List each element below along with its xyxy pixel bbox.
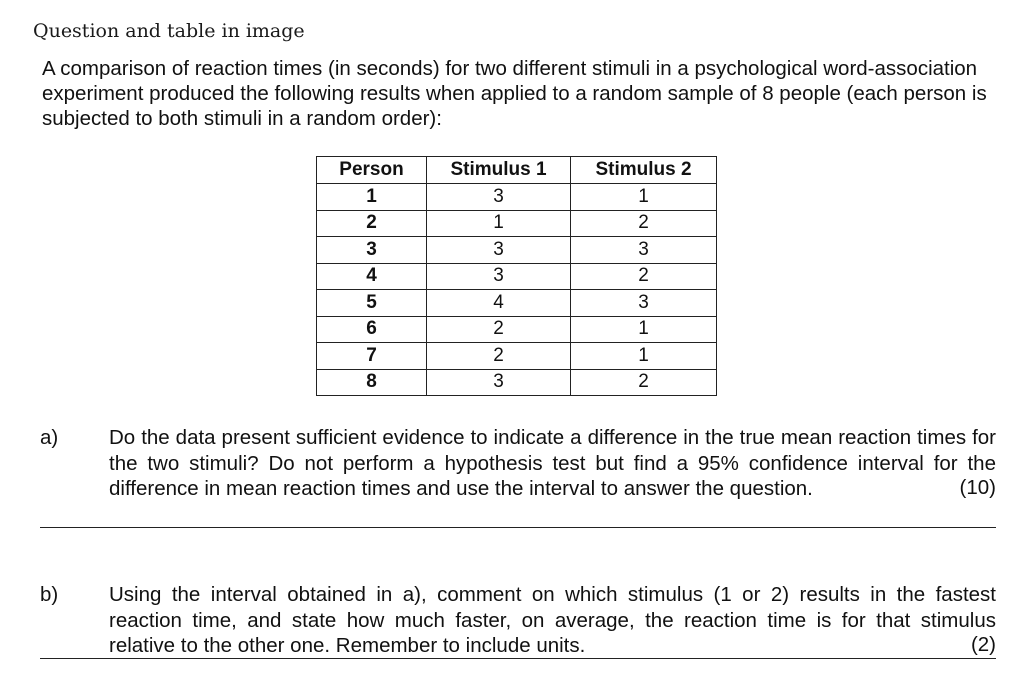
- stimulus-1-cell: 3: [427, 369, 571, 396]
- person-cell: 6: [317, 316, 427, 343]
- stimulus-1-cell: 3: [427, 263, 571, 290]
- question-intro: A comparison of reaction times (in seconds) for two different stimuli in a psychological word-association experiment produced the following results when applied to a random sample of 8 people (each person is subjected to both stimuli in a random order):: [42, 57, 987, 130]
- person-cell: 4: [317, 263, 427, 290]
- table-row: [317, 316, 717, 343]
- table-row: [317, 237, 717, 264]
- stimulus-2-cell: 3: [571, 237, 717, 264]
- page-heading: Question and table in image: [33, 20, 305, 42]
- stimulus-2-cell: 2: [571, 210, 717, 237]
- person-cell: 1: [317, 184, 427, 211]
- stimulus-1-cell: 2: [427, 343, 571, 370]
- reaction-times-table: [316, 156, 717, 396]
- table-row: [317, 184, 717, 211]
- stimulus-1-cell: 1: [427, 210, 571, 237]
- person-cell: 8: [317, 369, 427, 396]
- table-row: [317, 290, 717, 317]
- stimulus-2-cell: 2: [571, 369, 717, 396]
- stimulus-2-cell: 3: [571, 290, 717, 317]
- table-row: [317, 369, 717, 396]
- question-a-marks: (10): [959, 475, 996, 499]
- question-b-label: b): [40, 583, 59, 606]
- header-person: Person: [317, 157, 427, 184]
- person-cell: 7: [317, 343, 427, 370]
- question-b-divider: [40, 658, 996, 659]
- stimulus-1-cell: 3: [427, 184, 571, 211]
- stimulus-2-cell: 1: [571, 316, 717, 343]
- question-a-divider: [40, 527, 996, 528]
- question-b-text: Using the interval obtained in a), comment on which stimulus (1 or 2) results in the fastest reaction time, and state how much faster, on average, the reaction time is for that stimulus relative to the other one. Remember to include units.: [109, 583, 996, 657]
- header-stimulus-1: Stimulus 1: [427, 157, 571, 184]
- header-stimulus-2: Stimulus 2: [571, 157, 717, 184]
- stimulus-1-cell: 3: [427, 237, 571, 264]
- stimulus-1-cell: 2: [427, 316, 571, 343]
- stimulus-2-cell: 2: [571, 263, 717, 290]
- question-a: [40, 425, 996, 502]
- table-row: [317, 263, 717, 290]
- person-cell: 5: [317, 290, 427, 317]
- person-cell: 3: [317, 237, 427, 264]
- question-a-text: Do the data present sufficient evidence to indicate a difference in the true mean reaction times for the two stimuli? Do not perform a hypothesis test but find a 95% confidence interval for the difference in mean reaction times and use the interval to answer the question.: [109, 426, 996, 500]
- stimulus-1-cell: 4: [427, 290, 571, 317]
- question-b-marks: (2): [970, 632, 996, 656]
- stimulus-2-cell: 1: [571, 343, 717, 370]
- person-cell: 2: [317, 210, 427, 237]
- table-row: [317, 210, 717, 237]
- question-b: [40, 582, 996, 659]
- table-row: [317, 343, 717, 370]
- stimulus-2-cell: 1: [571, 184, 717, 211]
- question-a-label: a): [40, 426, 59, 449]
- table-header-row: [317, 157, 717, 184]
- data-table-container: [316, 156, 717, 396]
